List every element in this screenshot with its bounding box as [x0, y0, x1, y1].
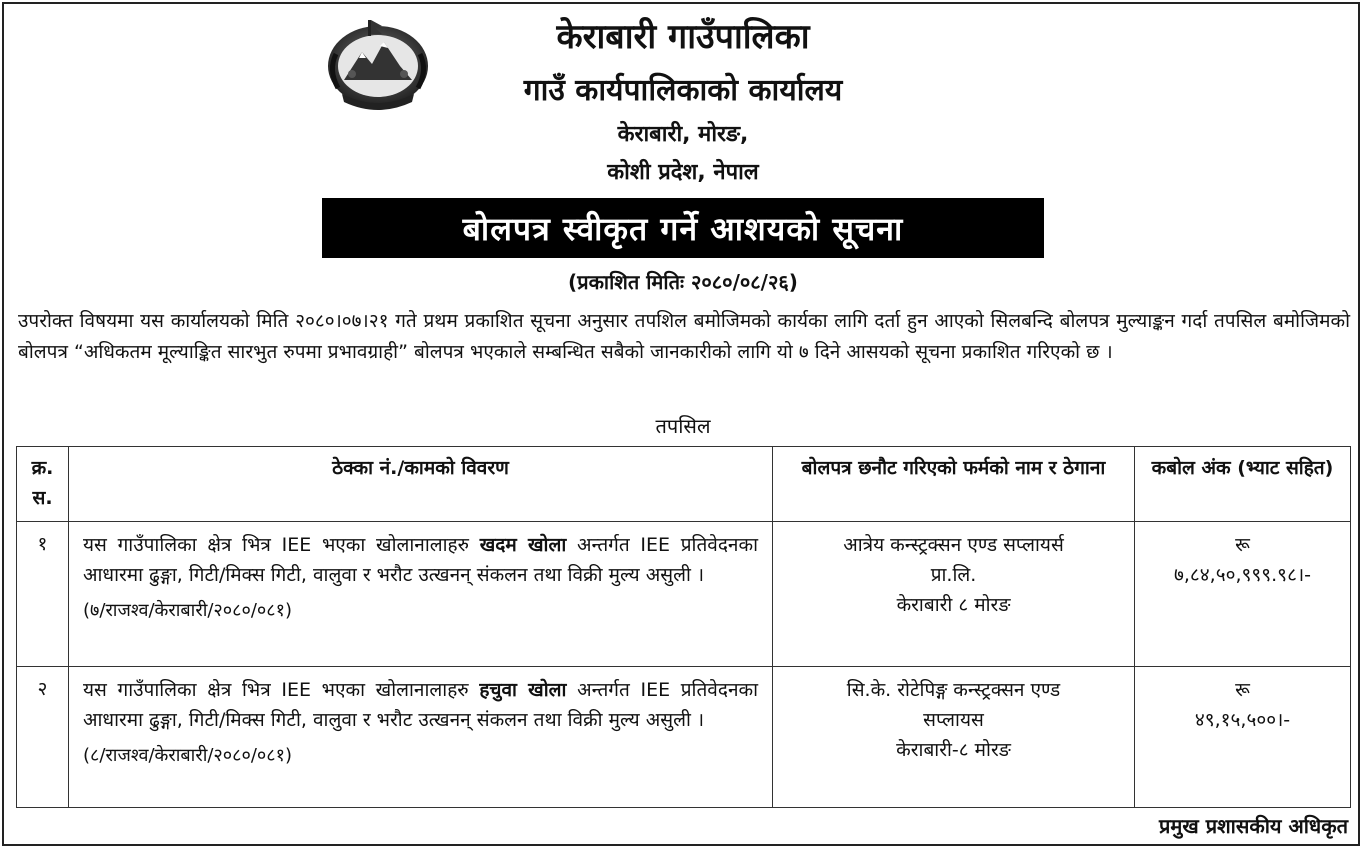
bid-results-table — [16, 446, 1351, 808]
river-name: खदम खोला — [479, 534, 567, 556]
contract-reference: (७/राजश्व/केराबारी/२०८०/०८१) — [83, 600, 293, 621]
row-description — [69, 522, 773, 667]
office-name: गाउँ कार्यपालिकाको कार्यालय — [523, 73, 843, 108]
firm-address: केराबारी-८ मोरङ — [896, 739, 1011, 761]
river-name: हचुवा खोला — [479, 679, 567, 701]
table-row — [17, 667, 1351, 808]
notice-body: उपरोक्त विषयमा यस कार्यालयको मिति २०८०।०७।२१ गते प्रथम प्रकाशित सूचना अनुसार तपशिल बमोजिमको कार्यका लागि दर्ता हुन आएको सिलबन्दि बोलपत्र मुल्याङ्कन गर्दा तपसिल बमोजिमको बोलपत्र “अधिकतम मूल्याङ्कित सारभुत रुपमा प्रभावग्राही” बोलपत्र भएकाले सम्बन्धित सबैको जानकारीको लागि यो ७ दिने आसयको सूचना प्रकाशित गरिएको छ । — [18, 310, 1350, 363]
bid-amount: ४९,१५,५००।- — [1194, 709, 1291, 731]
header-description: ठेक्का नं./कामको विवरण — [69, 447, 773, 522]
office-province: कोशी प्रदेश, नेपाल — [607, 160, 759, 185]
notice-title-banner — [322, 198, 1044, 258]
header-firm: बोलपत्र छनौट गरिएको फर्मको नाम र ठेगाना — [773, 447, 1135, 522]
row-firm — [773, 667, 1135, 808]
bid-amount: ७,८४,५०,९९९.९८।- — [1173, 564, 1311, 586]
row-firm — [773, 522, 1135, 667]
description-text: अन्तर्गत IEE प्रतिवेदनका आधारमा ढुङ्गा, गिटी/मिक्स गिटी, वालुवा र भरौट उत्खनन् संकलन तथा विक्री मुल्य असुली । — [83, 534, 758, 586]
description-text: यस गाउँपालिका क्षेत्र भित्र IEE भएका खोलानालाहरु — [83, 679, 480, 701]
row-sn: १ — [17, 522, 69, 667]
firm-name: सि.के. रोटेपिङ्ग कन्स्ट्रक्सन एण्ड — [846, 679, 1061, 701]
row-amount — [1135, 667, 1351, 808]
description-text: यस गाउँपालिका क्षेत्र भित्र IEE भएका खोलानालाहरु — [83, 534, 480, 556]
header-sn: क्र. स. — [17, 447, 69, 522]
currency-label: रू — [1235, 679, 1250, 701]
row-amount — [1135, 522, 1351, 667]
office-address: केराबारी, मोरङ, — [617, 122, 749, 147]
firm-address: केराबारी ८ मोरङ — [896, 594, 1011, 616]
municipality-name: केराबारी गाउँपालिका — [556, 17, 810, 57]
published-date: (प्रकाशित मितिः २०८०/०८/२६) — [568, 270, 798, 294]
signatory-title: प्रमुख प्रशासकीय अधिकृत — [1159, 814, 1348, 838]
firm-name-suffix: सप्लायस — [923, 709, 984, 731]
row-description — [69, 667, 773, 808]
firm-name: आत्रेय कन्स्ट्रक्सन एण्ड सप्लायर्स — [843, 534, 1064, 556]
row-sn: २ — [17, 667, 69, 808]
table-header-row — [17, 447, 1351, 522]
schedule-title: तपसिल — [655, 414, 711, 438]
header-amount: कबोल अंक (भ्याट सहित) — [1135, 447, 1351, 522]
contract-reference: (८/राजश्व/केराबारी/२०८०/०८१) — [83, 745, 293, 766]
currency-label: रू — [1235, 534, 1250, 556]
notice-title: बोलपत्र स्वीकृत गर्ने आशयको सूचना — [462, 209, 904, 248]
table-row — [17, 522, 1351, 667]
firm-name-suffix: प्रा.लि. — [930, 564, 977, 586]
description-text: अन्तर्गत IEE प्रतिवेदनका आधारमा ढुङ्गा, गिटी/मिक्स गिटी, वालुवा र भरौट उत्खनन् संकलन तथा विक्री मुल्य असुली । — [83, 679, 759, 731]
